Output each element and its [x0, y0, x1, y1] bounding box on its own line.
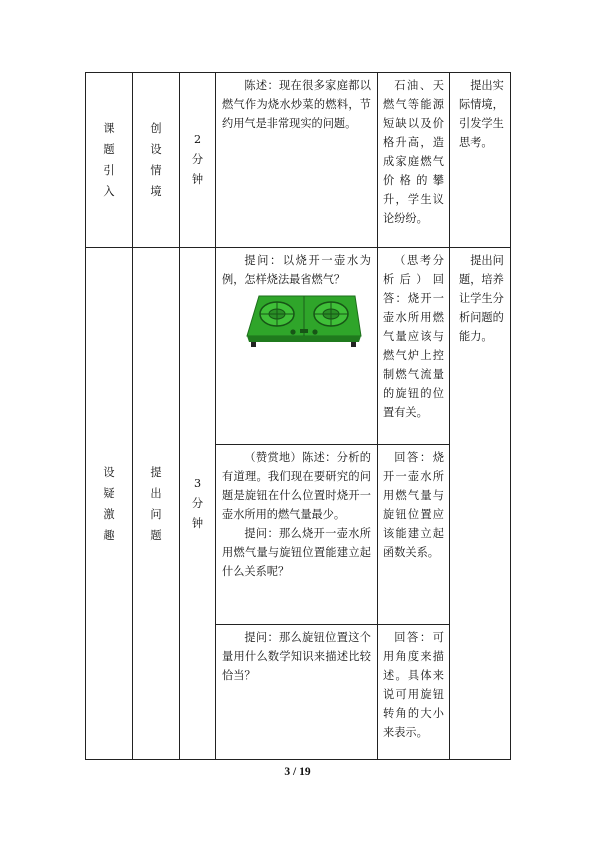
- duration-label: 2分钟: [191, 133, 204, 186]
- teacher-text: 提问：那么烧开一壶水所用燃气量与旋钮位置能建立起什么关系呢？: [222, 527, 371, 578]
- teacher-text: 提问：以烧开一壶水为例，怎样烧法最省燃气？: [222, 254, 371, 286]
- stage-label: 课题引入: [103, 122, 115, 198]
- method-label: 创设情境: [150, 122, 162, 198]
- duration-cell: [180, 248, 216, 760]
- stage-cell: [86, 248, 133, 760]
- teacher-activity-cell: [216, 625, 378, 760]
- duration-label: 3分钟: [191, 476, 204, 530]
- student-activity-cell: [378, 248, 450, 445]
- student-activity-cell: [378, 73, 450, 248]
- design-intent-cell: [450, 73, 511, 248]
- student-text: 回答：烧开一壶水所用燃气量与旋钮位置应该能建立起函数关系。: [383, 451, 444, 559]
- teacher-activity-cell: [216, 73, 378, 248]
- student-text: （思考分析后）回答：烧开一壶水所用燃气量应该与燃气炉上控制燃气流量的旋钮的位置有关。: [383, 254, 444, 419]
- method-cell: [133, 73, 180, 248]
- teacher-activity-cell: [216, 445, 378, 625]
- duration-cell: [180, 73, 216, 248]
- student-text: 回答：可用角度来描述。具体来说可用旋钮转角的大小来表示。: [383, 631, 444, 739]
- student-activity-cell: [378, 445, 450, 625]
- intent-text: 提出问题，培养让学生分析问题的能力。: [459, 254, 504, 343]
- method-cell: [133, 248, 180, 760]
- teacher-text: （赞赏地）陈述：分析的有道理。我们现在要研究的问题是旋钮在什么位置时烧开一壶水所用的燃气量最少。: [222, 451, 371, 521]
- stage-label: 设疑激趣: [103, 465, 115, 542]
- intent-text: 提出实际情境，引发学生思考。: [459, 79, 504, 149]
- student-text: 石油、天燃气等能源短缺以及价格升高，造成家庭燃气价格的攀升，学生议论纷纷。: [383, 79, 444, 225]
- table-row: [86, 248, 511, 445]
- teacher-activity-cell: [216, 248, 378, 445]
- teacher-text: 陈述：现在很多家庭都以燃气作为烧水炒菜的燃料，节约用气是非常现实的问题。: [222, 79, 371, 130]
- table-row: [86, 73, 511, 248]
- stage-cell: [86, 73, 133, 248]
- teacher-text: 提问：那么旋钮位置这个量用什么数学知识来描述比较恰当？: [222, 631, 371, 682]
- student-activity-cell: [378, 625, 450, 760]
- design-intent-cell: [450, 248, 511, 760]
- method-label: 提出问题: [150, 465, 162, 542]
- gas-stove-image: [245, 292, 363, 350]
- lesson-plan-table: [85, 72, 511, 760]
- page-number: 3 / 19: [284, 766, 311, 778]
